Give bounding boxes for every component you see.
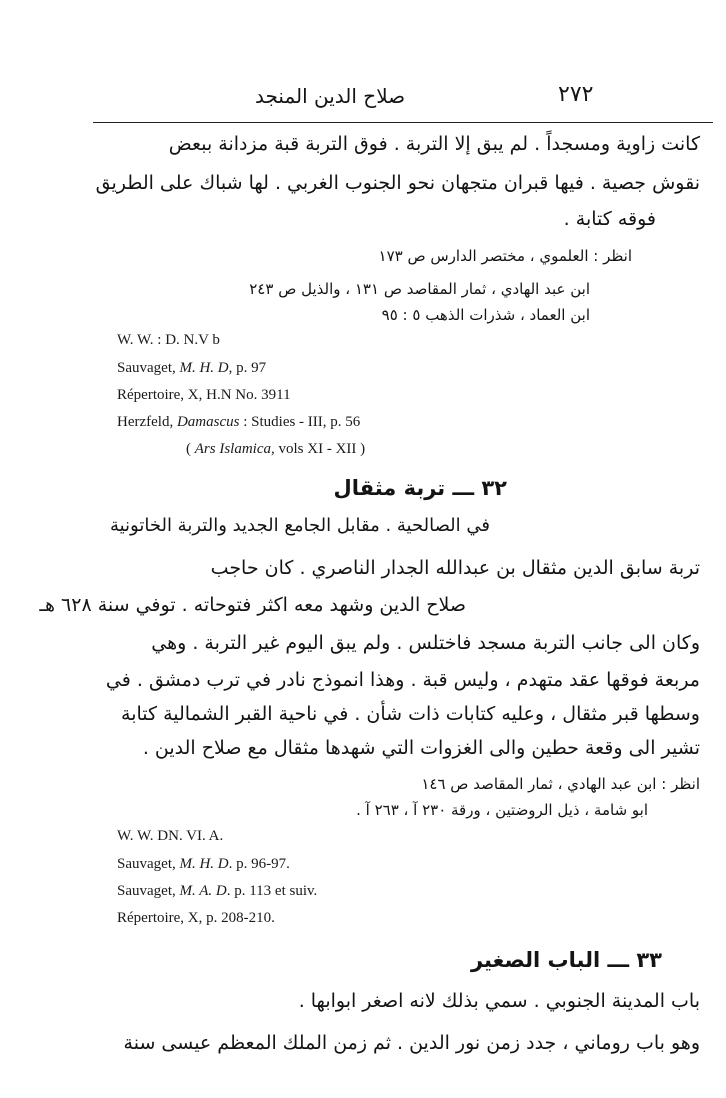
latin-reference: Sauvaget, M. H. D, p. 97 bbox=[117, 360, 267, 376]
page-number: ٢٧٢ bbox=[558, 82, 594, 107]
body-line: وهو باب روماني ، جدد زمن نور الدين . ثم زمن الملك المعظم عيسى سنة bbox=[123, 1032, 700, 1054]
latin-reference: Répertoire, X, H.N No. 3911 bbox=[117, 387, 291, 403]
section-heading: ٣٢ ـــ تربة مثقال bbox=[333, 476, 507, 500]
reference-line: ابن عبد الهادي ، ثمار المقاصد ص ١٣١ ، والذيل ص ٢٤٣ bbox=[249, 280, 590, 298]
reference-line: انظر : ابن عبد الهادي ، ثمار المقاصد ص ١٤٦ bbox=[421, 775, 700, 793]
body-line: صلاح الدين وشهد معه اكثر فتوحاته . توفي سنة ٦٢٨ هـ bbox=[39, 594, 466, 616]
latin-reference: Sauvaget, M. A. D. p. 113 et suiv. bbox=[117, 883, 318, 899]
latin-reference: ( Ars Islamica, vols XI - XII ) bbox=[186, 441, 366, 457]
body-line: تشير الى وقعة حطين والى الغزوات التي شهدها مثقال مع صلاح الدين . bbox=[142, 737, 700, 759]
body-line: وكان الى جانب التربة مسجد فاختلس . ولم يبق اليوم غير التربة . وهي bbox=[151, 632, 700, 654]
body-line: وسطها قبر مثقال ، وعليه كتابات ذات شأن . في ناحية القبر الشمالية كتابة bbox=[121, 703, 700, 725]
latin-reference: Sauvaget, M. H. D. p. 96-97. bbox=[117, 856, 290, 872]
intro-line: كانت زاوية ومسجداً . لم يبق إلا التربة . فوق التربة قبة مزدانة ببعض bbox=[168, 133, 700, 155]
section-heading: ٣٣ ـــ الباب الصغير bbox=[470, 948, 662, 972]
latin-reference: Herzfeld, Damascus : Studies - III, p. 56 bbox=[117, 414, 361, 430]
latin-reference: Répertoire, X, p. 208-210. bbox=[117, 910, 275, 926]
reference-line: انظر : العلموي ، مختصر الدارس ص ١٧٣ bbox=[378, 247, 632, 265]
section-location: في الصالحية . مقابل الجامع الجديد والتربة الخاتونية bbox=[109, 515, 490, 536]
body-line: باب المدينة الجنوبي . سمي بذلك لانه اصغر ابوابها . bbox=[298, 990, 700, 1012]
body-line: تربة سابق الدين مثقال بن عبدالله الجدار الناصري . كان حاجب bbox=[210, 557, 700, 579]
intro-line: فوقه كتابة . bbox=[563, 208, 656, 230]
body-line: مربعة فوقها عقد متهدم ، وليس قبة . وهذا انموذج نادر في ترب دمشق . في bbox=[105, 669, 700, 691]
running-title: صلاح الدين المنجد bbox=[255, 84, 406, 108]
latin-reference: W. W. : D. N.V b bbox=[117, 332, 220, 348]
header-rule bbox=[93, 122, 713, 123]
reference-line: ابو شامة ، ذيل الروضتين ، ورقة ٢٣٠ آ ، ٢٦٣ آ . bbox=[356, 801, 648, 819]
intro-line: نقوش جصية . فيها قبران متجهان نحو الجنوب الغربي . لها شباك على الطريق bbox=[95, 172, 700, 194]
reference-line: ابن العماد ، شذرات الذهب ٥ : ٩٥ bbox=[381, 306, 590, 324]
latin-reference: W. W. DN. VI. A. bbox=[117, 828, 224, 844]
